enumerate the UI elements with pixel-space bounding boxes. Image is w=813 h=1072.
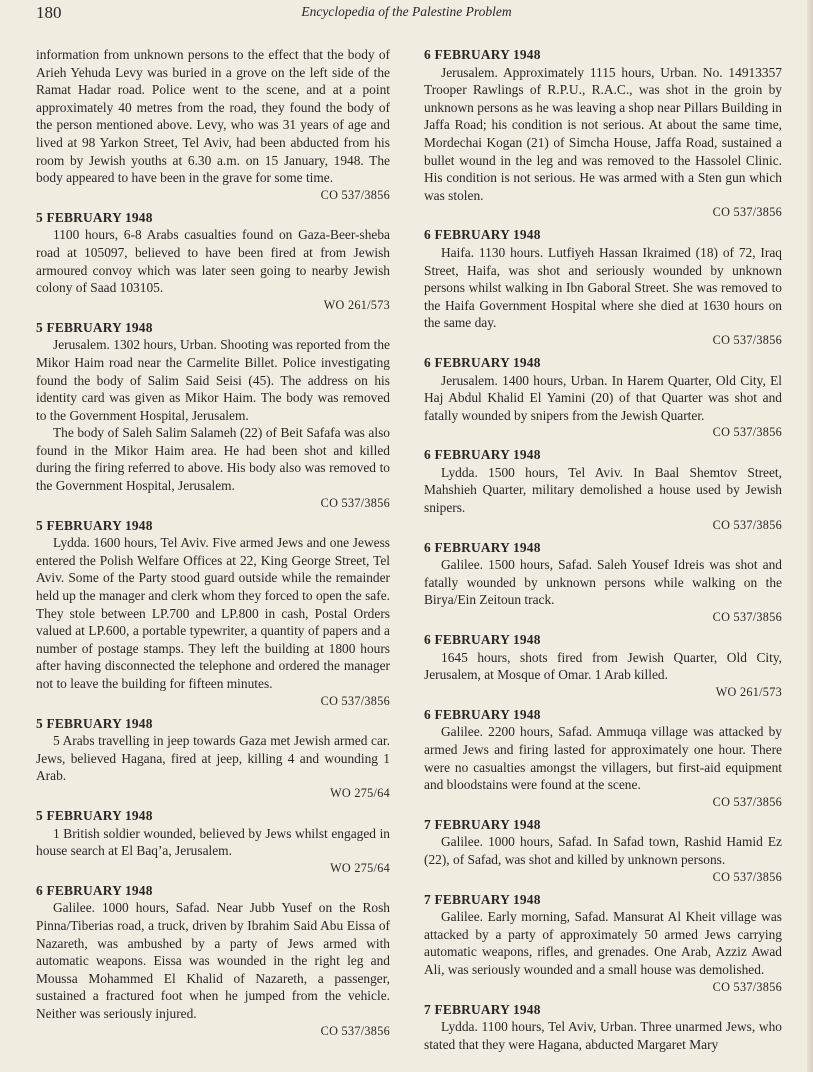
- entry-paragraph: Galilee. 2200 hours, Safad. Ammuqa village was attacked by armed Jews and firing lasted for approximately one hour. There were no casualties amongst the villagers, but first-aid equipment and bloodstains were found at the scene.: [424, 724, 782, 793]
- entry: [424, 539, 782, 626]
- entry: [36, 517, 390, 710]
- right-column: [424, 46, 782, 1053]
- entry-date: 6 FEBRUARY 1948: [424, 354, 541, 370]
- entry-date: 6 FEBRUARY 1948: [36, 882, 153, 898]
- entry-date: 7 FEBRUARY 1948: [424, 1001, 541, 1017]
- archive-reference: WO 261/573: [323, 297, 390, 312]
- archive-reference: WO 261/573: [715, 684, 782, 699]
- entry: [424, 354, 782, 441]
- left-column: [36, 46, 390, 1040]
- entry-paragraph: Galilee. Early morning, Safad. Mansurat Al Kheit village was attacked by a party of approximately 50 armed Jews carrying automatic weapons, rifles, and grenades. One Arab, Azziz Awad Ali, was seriously wounded and a small house was demolished.: [424, 909, 782, 977]
- running-title: Encyclopedia of the Palestine Problem: [301, 4, 512, 19]
- entry: [424, 226, 782, 349]
- entry: [36, 319, 390, 512]
- archive-reference: CO 537/3856: [320, 495, 390, 510]
- entry-paragraph: Galilee. 1000 hours, Safad. In Safad town, Rashid Hamid Ez (22), of Safad, was shot and killed by unknown persons.: [424, 834, 782, 867]
- archive-reference: WO 275/64: [330, 785, 390, 800]
- entry-date: 6 FEBRUARY 1948: [424, 227, 541, 243]
- entry-paragraph: Jerusalem. 1302 hours, Urban. Shooting was reported from the Mikor Haim road near the Carmelite Billet. Police investigating found the body of Salim Said Seisi (45). The address on his identity card was given as Mikor Haim. The body was removed to the Government Hospital, Jerusalem.: [36, 337, 390, 423]
- entry-date: 5 FEBRUARY 1948: [36, 319, 153, 335]
- continuation-text: information from unknown persons to the effect that the body of Arieh Yehuda Levy was buried in a grove on the left side of the Ramat Hadar road. Police went to the scene, and at a point approximately 40 metres from the road, they found the body of the person mentioned above. Levy, who was 31 years of age and lived at 98 Yarkon Street, Tel Aviv, had been abducted from his room by Jewish youths at 6.30 a.m. on 15 January, 1948. The body appeared to have been in the grave for some time.: [36, 47, 390, 186]
- entry: [424, 891, 782, 996]
- entry: [424, 706, 782, 811]
- archive-reference: CO 537/3856: [712, 794, 782, 809]
- archive-reference: CO 537/3856: [320, 1023, 390, 1038]
- entry-date: 6 FEBRUARY 1948: [424, 447, 541, 463]
- entry-date: 6 FEBRUARY 1948: [424, 539, 541, 555]
- entry-date: 7 FEBRUARY 1948: [424, 891, 541, 907]
- page-header: [0, 3, 813, 27]
- entry-paragraph: 1645 hours, shots fired from Jewish Quarter, Old City, Jerusalem, at Mosque of Omar. 1 Arab killed.: [424, 649, 782, 683]
- entry-paragraph: Jerusalem. Approximately 1115 hours, Urban. No. 14913357 Trooper Rawlings of R.P.U., R.A.C., was shot in the groin by unknown persons as he was leaving a shop near Pillars Building in Jaffa Road; his condition is not serious. At about the same time, Mordechai Kogan (21) of Simcha House, Jaffa Road, sustained a bullet wound in the leg and was removed to the Hassolel Clinic. His condition is not serious. He was armed with a Sten gun which was stolen.: [424, 64, 782, 203]
- archive-reference: CO 537/3856: [712, 205, 782, 220]
- archive-reference: CO 537/3856: [712, 517, 782, 532]
- entry-paragraph: Lydda. 1500 hours, Tel Aviv. In Baal Shemtov Street, Mahshieh Quarter, military demolished a house used by Jewish snipers.: [424, 464, 782, 516]
- archive-reference: CO 537/3856: [320, 187, 390, 202]
- archive-reference: CO 537/3856: [712, 869, 782, 884]
- archive-reference: CO 537/3856: [712, 332, 782, 347]
- page-edge: [807, 0, 813, 1072]
- entry-date: 5 FEBRUARY 1948: [36, 807, 153, 823]
- entry-paragraph: Jerusalem. 1400 hours, Urban. In Harem Quarter, Old City, El Haj Abdul Khalid El Yamini (20) of that Quarter was shot and fatally wounded by snipers from the Jewish Quarter.: [424, 372, 782, 423]
- entry-paragraph: Lydda. 1100 hours, Tel Aviv, Urban. Three unarmed Jews, who stated that they were Hagana, abducted Margaret Mary: [424, 1019, 782, 1052]
- entry-paragraph: 5 Arabs travelling in jeep towards Gaza met Jewish armed car. Jews, believed Hagana, fired at jeep, killing 4 and wounding 1 Arab.: [36, 733, 390, 784]
- entry: [424, 446, 782, 533]
- entry: [424, 631, 782, 701]
- entry-date: 5 FEBRUARY 1948: [36, 715, 153, 731]
- entry-date: 5 FEBRUARY 1948: [36, 209, 153, 225]
- entry-date: 6 FEBRUARY 1948: [424, 632, 541, 648]
- entry-paragraph: Galilee. 1500 hours, Safad. Saleh Yousef Idreis was shot and fatally wounded by unknown persons while walking on the Birya/Ein Zeitoun track.: [424, 557, 782, 608]
- entry-paragraph: 1100 hours, 6-8 Arabs casualties found on Gaza-Beer-sheba road at 105097, believed to have been fired at from Jewish armoured convoy which was later seen going to nearby Jewish colony of Saad 103105.: [36, 227, 390, 296]
- entry-date: 7 FEBRUARY 1948: [424, 816, 541, 832]
- entry-date: 6 FEBRUARY 1948: [424, 706, 541, 722]
- entry: [424, 46, 782, 221]
- entry-date: 5 FEBRUARY 1948: [36, 517, 153, 533]
- entry: [36, 882, 390, 1040]
- entry: [424, 1001, 782, 1054]
- entry: [36, 715, 390, 802]
- archive-reference: CO 537/3856: [712, 610, 782, 625]
- entry-date: 6 FEBRUARY 1948: [424, 47, 541, 62]
- page-number: 180: [36, 3, 62, 22]
- archive-reference: CO 537/3856: [320, 693, 390, 708]
- entry: [36, 209, 390, 314]
- archive-reference: CO 537/3856: [712, 979, 782, 994]
- archive-reference: CO 537/3856: [712, 425, 782, 440]
- entry-paragraph: Haifa. 1130 hours. Lutfiyeh Hassan Ikraimed (18) of 72, Iraq Street, Haifa, was shot and seriously wounded by unknown persons whilst walking in Ibn Gaboral Street. She was removed to the Haifa Government Hospital where she died at 1630 hours on the same day.: [424, 244, 782, 331]
- entry-paragraph: Galilee. 1000 hours, Safad. Near Jubb Yusef on the Rosh Pinna/Tiberias road, a truck, driven by Ibrahim Said Abu Eissa of Nazareth, was ambushed by a party of Jews armed with automatic weapons. Eissa was wounded in the right leg and Moussa Mohammed El Khalid of Nazareth, a passenger, sustained a fractured foot when he jumped from the vehicle. Neither was seriously injured.: [36, 900, 390, 1021]
- entry-paragraph: The body of Saleh Salim Salameh (22) of Beit Safafa was also found in the Mikor Haim area. He had been shot and killed during the firing referred to above. His body also was removed to the Government Hospital, Jerusalem.: [36, 425, 390, 494]
- archive-reference: WO 275/64: [330, 860, 390, 875]
- entry: [36, 807, 390, 877]
- entry-paragraph: Lydda. 1600 hours, Tel Aviv. Five armed Jews and one Jewess entered the Polish Welfare Offices at 22, King George Street, Tel Aviv. Some of the Party stood guard outside while the remainder held up the manager and clerk whom they forced to open the safe. They stole between LP.700 and LP.800 in cash, Postal Orders valued at LP.600, a portable typewriter, a quantity of papers and a number of postage stamps. They left the building at 1800 hours after having disconnected the telephone and ordered the manager not to leave the building for fifteen minutes.: [36, 535, 390, 691]
- entry-paragraph: 1 British soldier wounded, believed by Jews whilst engaged in house search at El Baq’a, Jerusalem.: [36, 825, 390, 859]
- entry: [424, 816, 782, 886]
